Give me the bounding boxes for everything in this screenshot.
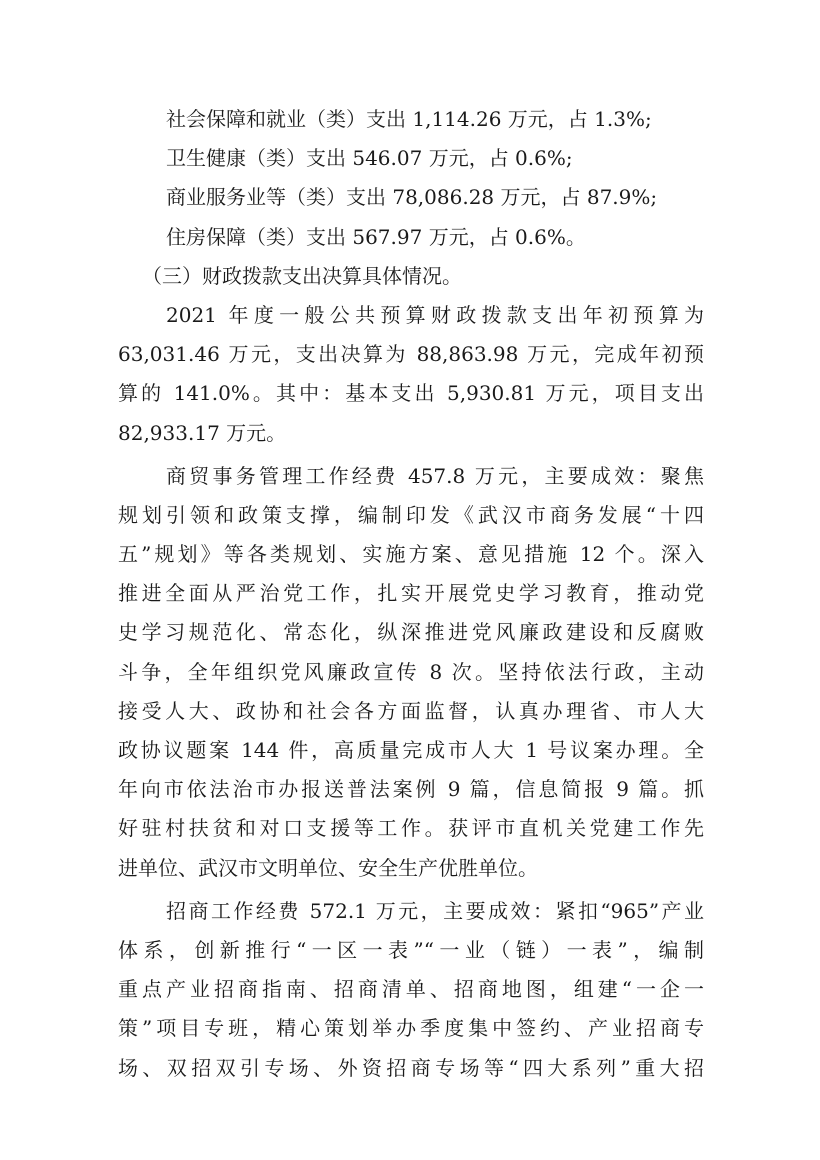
paragraph-line: 82,933.17 万元。 xyxy=(118,420,287,445)
paragraph-line: 算的 141.0%。其中：基本支出 5,930.81 万元，项目支出 xyxy=(118,381,704,406)
paragraph-line: 接受人大、政协和社会各方面监督，认真办理省、市人大 xyxy=(118,698,704,723)
paragraph-commerce-affairs xyxy=(118,457,704,888)
paragraph-line: 好驻村扶贫和对口支援等工作。获评市直机关党建工作先 xyxy=(118,816,704,841)
budget-item-commerce-services: 商业服务业等（类）支出 78,086.28 万元，占 87.9%; xyxy=(166,185,658,210)
paragraph-line: 招商工作经费 572.1 万元，主要成效：紧扣“965”产业 xyxy=(166,898,704,923)
document-body xyxy=(118,100,704,1088)
paragraph-line: 五”规划》等各类规划、实施方案、意见措施 12 个。深入 xyxy=(118,542,704,567)
paragraph-line: 斗争，全年组织党风廉政宣传 8 次。坚持依法行政，主动 xyxy=(118,659,704,684)
paragraph-line: 政协议题案 144 件，高质量完成市人大 1 号议案办理。全 xyxy=(118,738,704,762)
paragraph-line: 重点产业招商指南、招商清单、招商地图，组建“一企一 xyxy=(118,977,704,1002)
paragraph-line: 体系，创新推行“一区一表”“一业（链）一表”，编制 xyxy=(118,937,704,962)
paragraph-summary xyxy=(118,296,704,453)
paragraph-line: 史学习规范化、常态化，纵深推进党风廉政建设和反腐败 xyxy=(118,620,704,645)
budget-item-health: 卫生健康（类）支出 546.07 万元，占 0.6%; xyxy=(166,146,573,171)
paragraph-line: 63,031.46 万元，支出决算为 88,863.98 万元，完成年初预 xyxy=(118,342,704,367)
paragraph-line: 商贸事务管理工作经费 457.8 万元，主要成效：聚焦 xyxy=(166,463,704,488)
paragraph-line: 推进全面从严治党工作，扎实开展党史学习教育，推动党 xyxy=(118,581,704,606)
paragraph-line: 规划引领和政策支撑，编制印发《武汉市商务发展“十四 xyxy=(118,502,704,527)
paragraph-line: 进单位、武汉市文明单位、安全生产优胜单位。 xyxy=(118,855,538,880)
budget-item-housing: 住房保障（类）支出 567.97 万元，占 0.6%。 xyxy=(166,224,586,249)
paragraph-line: 2021 年度一般公共预算财政拨款支出年初预算为 xyxy=(166,302,704,327)
section-heading: （三）财政拨款支出决算具体情况。 xyxy=(142,263,462,288)
paragraph-line: 场、双招双引专场、外资招商专场等“四大系列”重大招 xyxy=(118,1055,704,1080)
budget-item-list xyxy=(118,100,704,257)
paragraph-line: 策”项目专班，精心策划举办季度集中签约、产业招商专 xyxy=(118,1016,704,1041)
paragraph-line: 年向市依法治市办报送普法案例 9 篇，信息简报 9 篇。抓 xyxy=(118,777,704,802)
budget-item-social-security: 社会保障和就业（类）支出 1,114.26 万元，占 1.3%; xyxy=(166,107,652,131)
paragraph-investment-promotion xyxy=(118,892,704,1088)
